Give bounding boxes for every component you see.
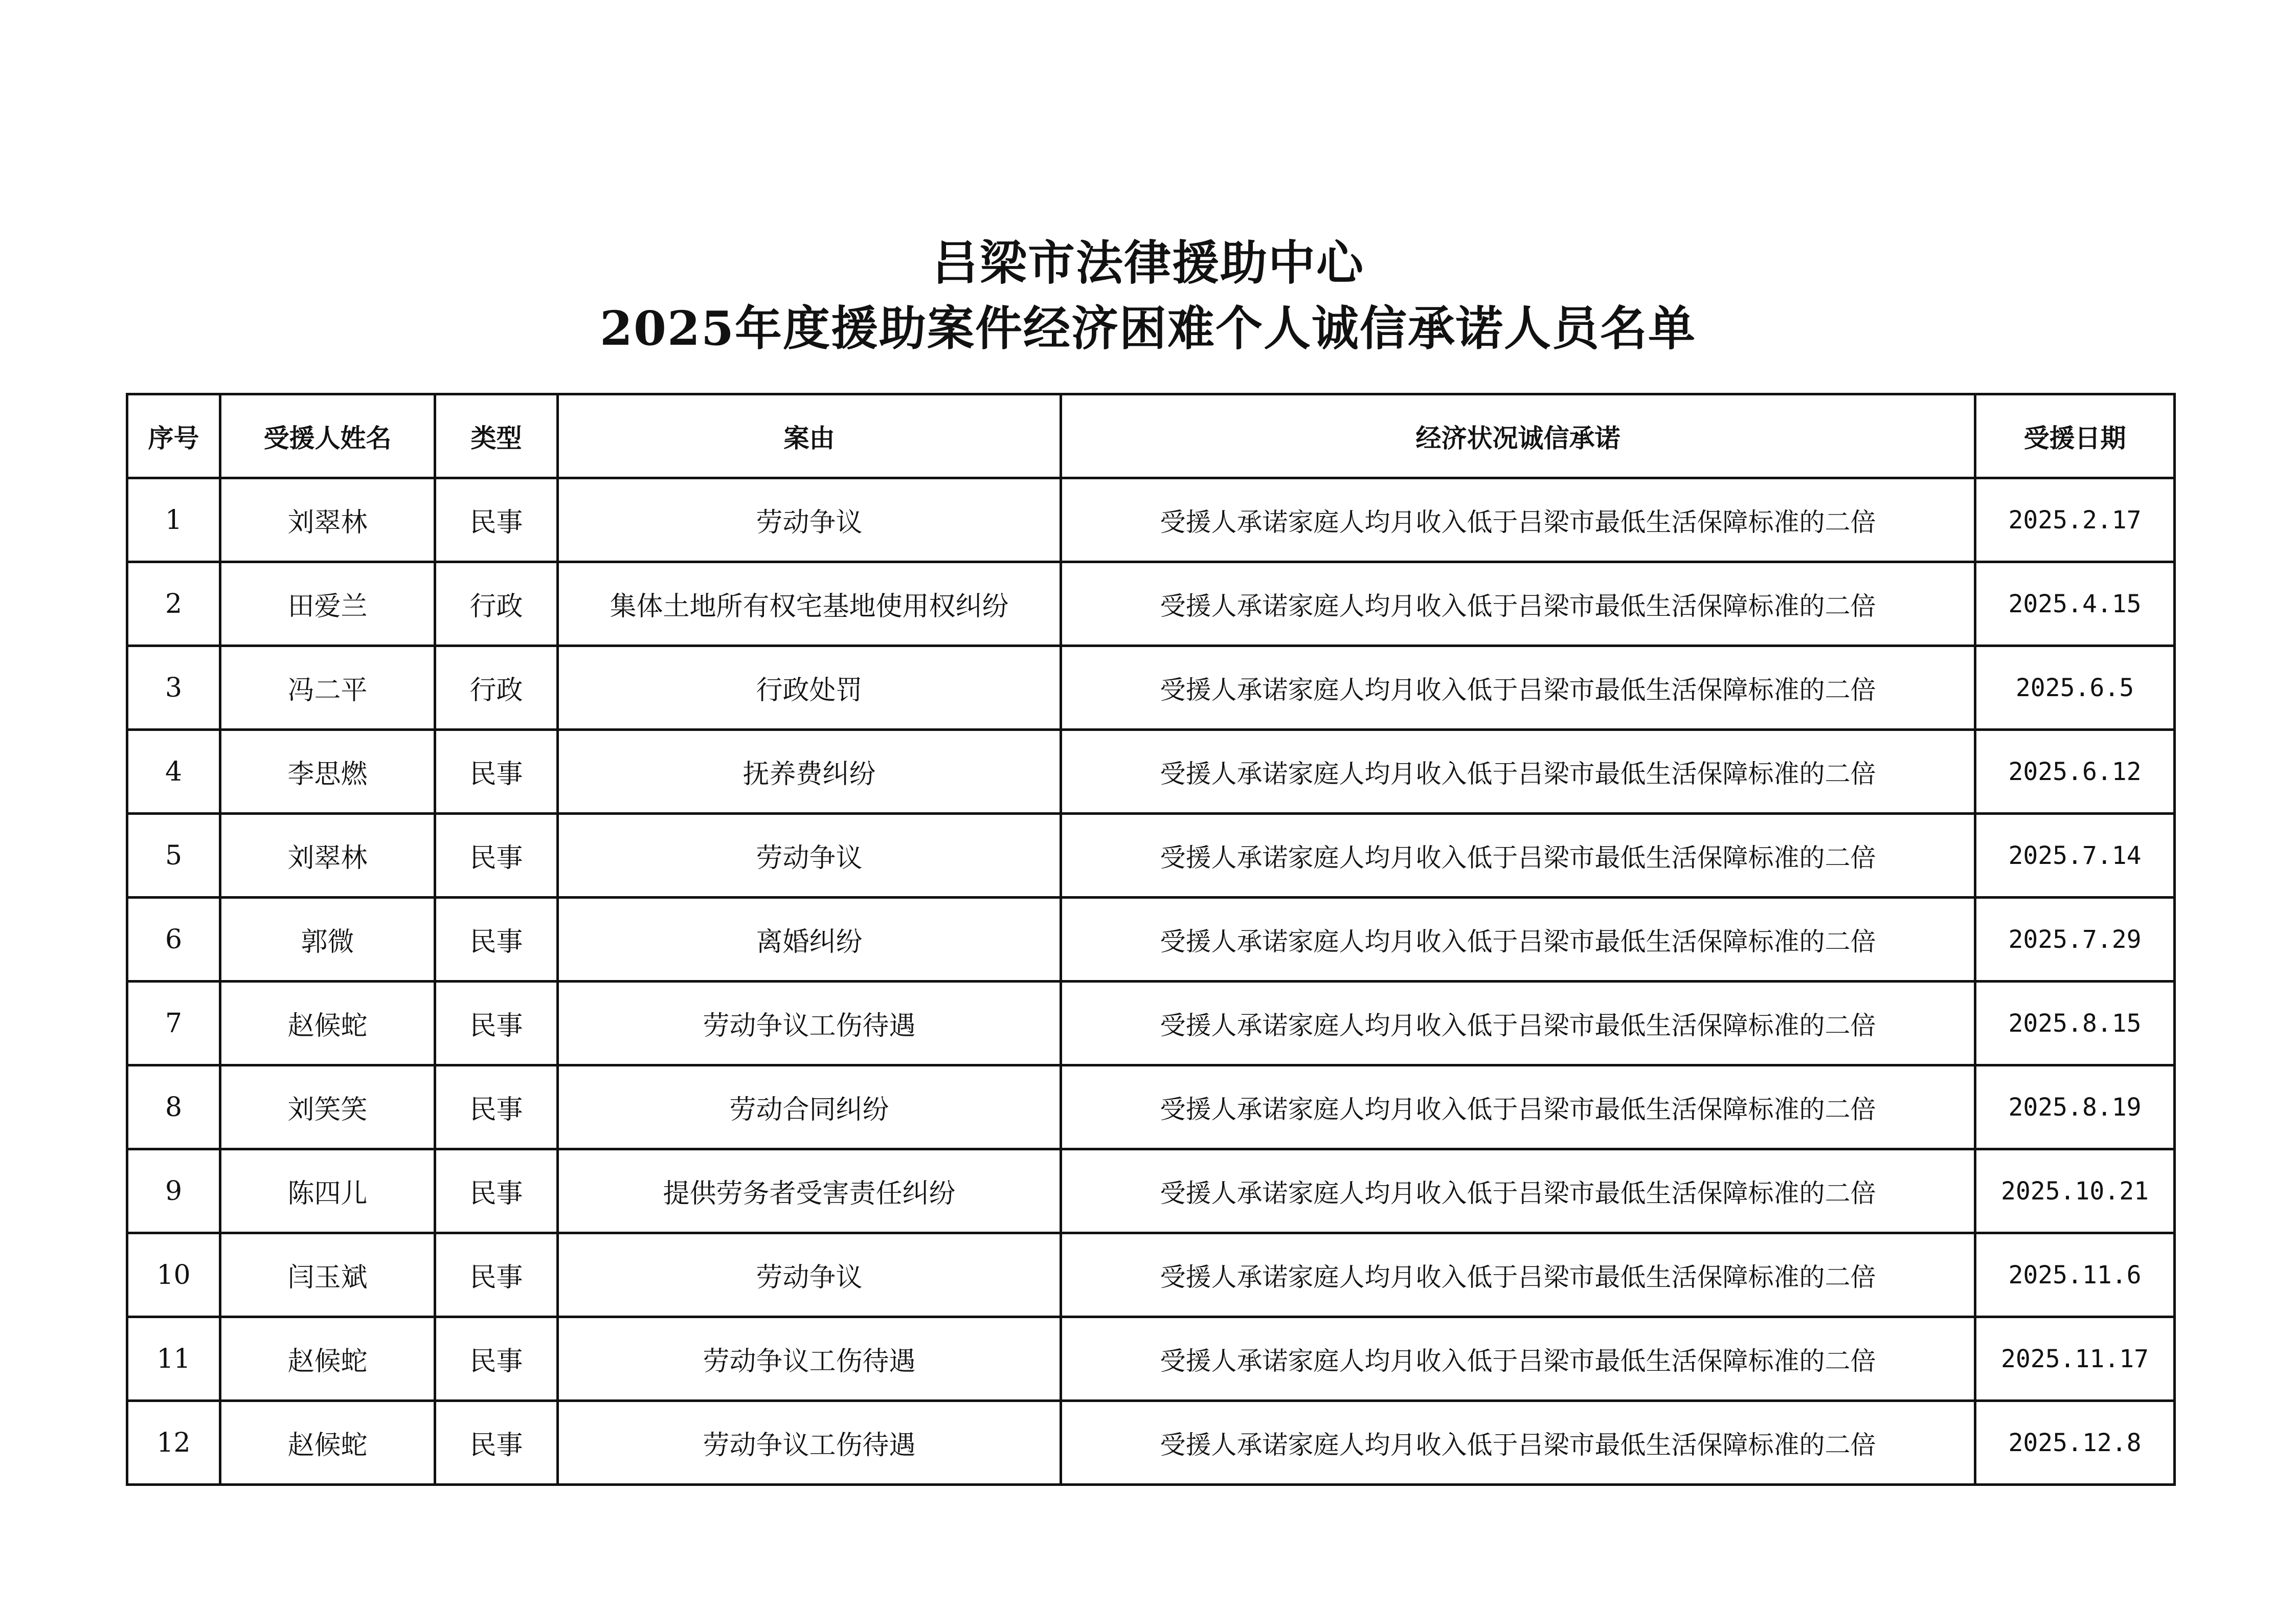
cell-name: 郭微 bbox=[220, 898, 435, 982]
table-row bbox=[127, 478, 2175, 562]
header-name: 受援人姓名 bbox=[220, 394, 435, 478]
cell-date: 2025.12.8 bbox=[1975, 1401, 2175, 1485]
cell-name: 冯二平 bbox=[220, 646, 435, 730]
cell-seq: 1 bbox=[127, 478, 220, 562]
roster-table-container bbox=[126, 393, 2176, 1486]
cell-case: 劳动争议 bbox=[558, 478, 1061, 562]
cell-type: 民事 bbox=[435, 1317, 558, 1401]
cell-case: 离婚纠纷 bbox=[558, 898, 1061, 982]
cell-type: 民事 bbox=[435, 730, 558, 814]
cell-seq: 12 bbox=[127, 1401, 220, 1485]
cell-case: 集体土地所有权宅基地使用权纠纷 bbox=[558, 562, 1061, 646]
table-row bbox=[127, 646, 2175, 730]
cell-type: 行政 bbox=[435, 646, 558, 730]
title-line-list-name: 2025年度援助案件经济困难个人诚信承诺人员名单 bbox=[599, 301, 1697, 356]
cell-type: 民事 bbox=[435, 1233, 558, 1317]
header-pledge: 经济状况诚信承诺 bbox=[1061, 394, 1975, 478]
cell-pledge: 受援人承诺家庭人均月收入低于吕梁市最低生活保障标准的二倍 bbox=[1061, 730, 1975, 814]
cell-pledge: 受援人承诺家庭人均月收入低于吕梁市最低生活保障标准的二倍 bbox=[1061, 1317, 1975, 1401]
cell-name: 刘笑笑 bbox=[220, 1065, 435, 1149]
cell-date: 2025.11.6 bbox=[1975, 1233, 2175, 1317]
cell-name: 闫玉斌 bbox=[220, 1233, 435, 1317]
cell-date: 2025.7.29 bbox=[1975, 898, 2175, 982]
cell-name: 李思燃 bbox=[220, 730, 435, 814]
cell-type: 民事 bbox=[435, 1149, 558, 1233]
document-title bbox=[0, 230, 2296, 361]
table-row bbox=[127, 562, 2175, 646]
cell-name: 赵候蛇 bbox=[220, 1317, 435, 1401]
cell-pledge: 受援人承诺家庭人均月收入低于吕梁市最低生活保障标准的二倍 bbox=[1061, 1149, 1975, 1233]
cell-pledge: 受援人承诺家庭人均月收入低于吕梁市最低生活保障标准的二倍 bbox=[1061, 1401, 1975, 1485]
cell-seq: 11 bbox=[127, 1317, 220, 1401]
cell-seq: 2 bbox=[127, 562, 220, 646]
table-row bbox=[127, 730, 2175, 814]
cell-case: 劳动争议工伤待遇 bbox=[558, 1401, 1061, 1485]
cell-type: 民事 bbox=[435, 1065, 558, 1149]
cell-name: 陈四儿 bbox=[220, 1149, 435, 1233]
table-row bbox=[127, 1401, 2175, 1485]
cell-pledge: 受援人承诺家庭人均月收入低于吕梁市最低生活保障标准的二倍 bbox=[1061, 982, 1975, 1065]
cell-case: 劳动争议 bbox=[558, 814, 1061, 898]
table-row bbox=[127, 1233, 2175, 1317]
cell-name: 赵候蛇 bbox=[220, 1401, 435, 1485]
cell-type: 民事 bbox=[435, 478, 558, 562]
cell-seq: 8 bbox=[127, 1065, 220, 1149]
cell-date: 2025.2.17 bbox=[1975, 478, 2175, 562]
title-line-organization: 吕梁市法律援助中心 bbox=[931, 235, 1364, 291]
cell-seq: 6 bbox=[127, 898, 220, 982]
cell-date: 2025.8.15 bbox=[1975, 982, 2175, 1065]
cell-type: 行政 bbox=[435, 562, 558, 646]
cell-seq: 10 bbox=[127, 1233, 220, 1317]
header-case: 案由 bbox=[558, 394, 1061, 478]
cell-seq: 4 bbox=[127, 730, 220, 814]
table-row bbox=[127, 898, 2175, 982]
cell-case: 劳动争议工伤待遇 bbox=[558, 982, 1061, 1065]
header-date: 受援日期 bbox=[1975, 394, 2175, 478]
cell-seq: 7 bbox=[127, 982, 220, 1065]
cell-name: 刘翠林 bbox=[220, 478, 435, 562]
cell-pledge: 受援人承诺家庭人均月收入低于吕梁市最低生活保障标准的二倍 bbox=[1061, 646, 1975, 730]
cell-seq: 9 bbox=[127, 1149, 220, 1233]
cell-pledge: 受援人承诺家庭人均月收入低于吕梁市最低生活保障标准的二倍 bbox=[1061, 478, 1975, 562]
cell-pledge: 受援人承诺家庭人均月收入低于吕梁市最低生活保障标准的二倍 bbox=[1061, 898, 1975, 982]
roster-table bbox=[126, 393, 2176, 1486]
table-row bbox=[127, 1149, 2175, 1233]
cell-case: 劳动争议工伤待遇 bbox=[558, 1317, 1061, 1401]
cell-seq: 3 bbox=[127, 646, 220, 730]
cell-date: 2025.6.12 bbox=[1975, 730, 2175, 814]
cell-type: 民事 bbox=[435, 814, 558, 898]
cell-name: 刘翠林 bbox=[220, 814, 435, 898]
cell-date: 2025.6.5 bbox=[1975, 646, 2175, 730]
cell-name: 赵候蛇 bbox=[220, 982, 435, 1065]
table-row bbox=[127, 814, 2175, 898]
cell-date: 2025.8.19 bbox=[1975, 1065, 2175, 1149]
table-row bbox=[127, 982, 2175, 1065]
cell-case: 行政处罚 bbox=[558, 646, 1061, 730]
cell-seq: 5 bbox=[127, 814, 220, 898]
header-seq: 序号 bbox=[127, 394, 220, 478]
cell-name: 田爱兰 bbox=[220, 562, 435, 646]
table-row bbox=[127, 1317, 2175, 1401]
header-type: 类型 bbox=[435, 394, 558, 478]
cell-pledge: 受援人承诺家庭人均月收入低于吕梁市最低生活保障标准的二倍 bbox=[1061, 1065, 1975, 1149]
cell-pledge: 受援人承诺家庭人均月收入低于吕梁市最低生活保障标准的二倍 bbox=[1061, 814, 1975, 898]
cell-date: 2025.11.17 bbox=[1975, 1317, 2175, 1401]
cell-pledge: 受援人承诺家庭人均月收入低于吕梁市最低生活保障标准的二倍 bbox=[1061, 562, 1975, 646]
cell-date: 2025.4.15 bbox=[1975, 562, 2175, 646]
cell-case: 劳动合同纠纷 bbox=[558, 1065, 1061, 1149]
table-header-row bbox=[127, 394, 2175, 478]
cell-date: 2025.10.21 bbox=[1975, 1149, 2175, 1233]
cell-case: 抚养费纠纷 bbox=[558, 730, 1061, 814]
cell-case: 劳动争议 bbox=[558, 1233, 1061, 1317]
cell-case: 提供劳务者受害责任纠纷 bbox=[558, 1149, 1061, 1233]
table-row bbox=[127, 1065, 2175, 1149]
cell-date: 2025.7.14 bbox=[1975, 814, 2175, 898]
cell-pledge: 受援人承诺家庭人均月收入低于吕梁市最低生活保障标准的二倍 bbox=[1061, 1233, 1975, 1317]
cell-type: 民事 bbox=[435, 1401, 558, 1485]
cell-type: 民事 bbox=[435, 982, 558, 1065]
cell-type: 民事 bbox=[435, 898, 558, 982]
